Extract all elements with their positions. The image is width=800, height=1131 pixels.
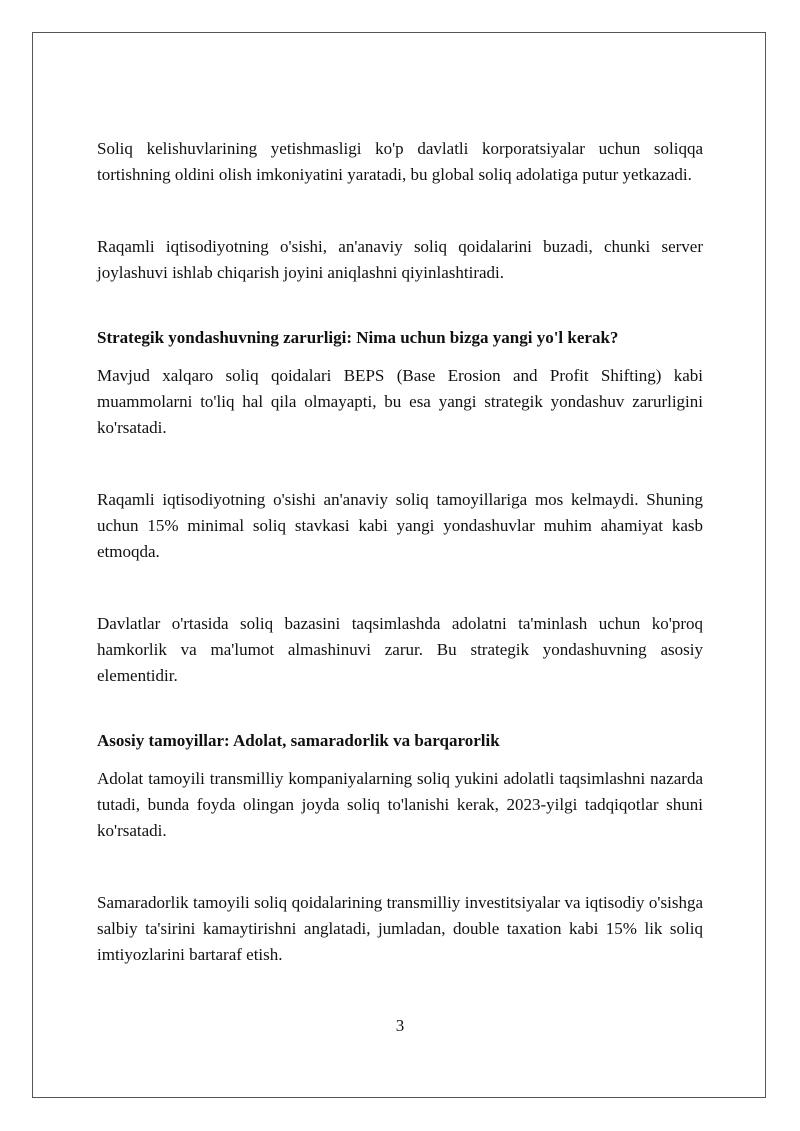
paragraph: Soliq kelishuvlarining yetishmasligi ko'p davlatli korporatsiyalar uchun soliqqa tortishning oldini olish imkoniyatini yaratadi, bu global soliq adolatiga putur yetkazadi. <box>97 139 703 184</box>
page-content <box>97 136 703 968</box>
section-heading: Strategik yondashuvning zarurligi: Nima uchun bizga yangi yo'l kerak? <box>97 328 619 347</box>
paragraph: Samaradorlik tamoyili soliq qoidalarining transmilliy investitsiyalar va iqtisodiy o'sishga salbiy ta'sirini kamaytirishni anglatadi, jumladan, double taxation kabi 15% lik soliq imtiyozlarini bartaraf etish. <box>97 893 703 964</box>
paragraph: Raqamli iqtisodiyotning o'sishi an'anaviy soliq tamoyillariga mos kelmaydi. Shuning uchun 15% minimal soliq stavkasi kabi yangi yondashuvlar muhim ahamiyat kasb etmoqda. <box>97 490 703 561</box>
page-number: 3 <box>395 1016 405 1035</box>
paragraph: Davlatlar o'rtasida soliq bazasini taqsimlashda adolatni ta'minlash uchun ko'proq hamkorlik va ma'lumot almashinuvi zarur. Bu strategik yondashuvning asosiy elementidir. <box>97 614 703 685</box>
paragraph: Raqamli iqtisodiyotning o'sishi, an'anaviy soliq qoidalarini buzadi, chunki server joylashuvi ishlab chiqarish joyini aniqlashni qiyinlashtiradi. <box>97 237 703 282</box>
paragraph: Mavjud xalqaro soliq qoidalari BEPS (Base Erosion and Profit Shifting) kabi muammolarni to'liq hal qila olmayapti, bu esa yangi strategik yondashuv zarurligini ko'rsatadi. <box>97 366 703 437</box>
paragraph: Adolat tamoyili transmilliy kompaniyalarning soliq yukini adolatli taqsimlashni nazarda tutadi, bunda foyda olingan joyda soliq to'lanishi kerak, 2023-yilgi tadqiqotlar shuni ko'rsatadi. <box>97 769 703 840</box>
section-heading: Asosiy tamoyillar: Adolat, samaradorlik va barqarorlik <box>97 731 500 750</box>
